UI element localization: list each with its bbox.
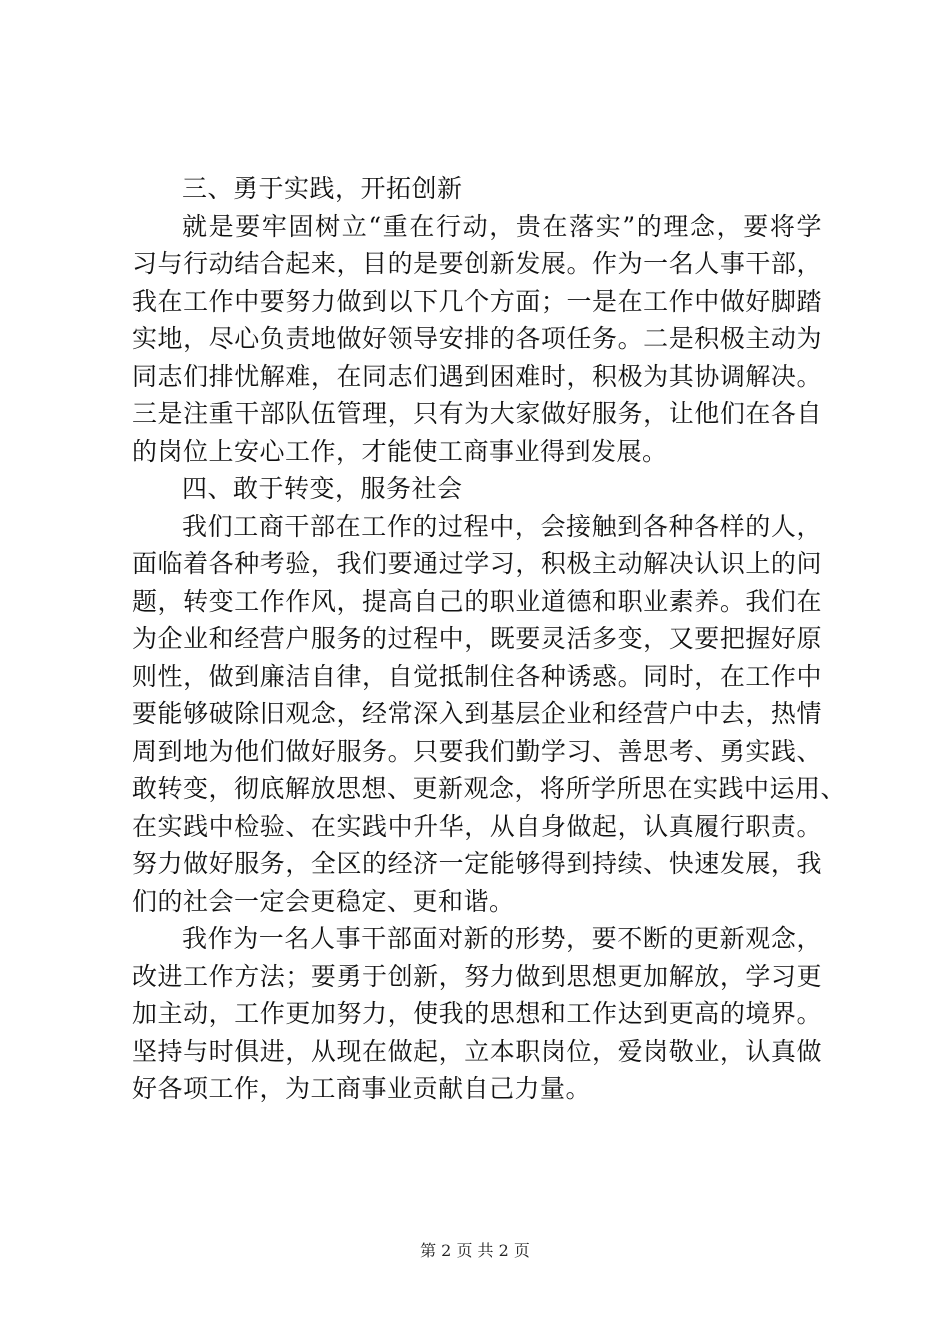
text-line: 三、勇于实践，开拓创新 xyxy=(182,174,463,203)
text-line: 四、敢于转变，服务社会 xyxy=(182,474,463,503)
text-line: 则性，做到廉洁自律，自觉抵制住各种诱惑。同时，在工作中 xyxy=(132,661,822,691)
text-line: 周到地为他们做好服务。只要我们勤学习、善思考、勇实践、 xyxy=(132,736,822,766)
text-line: 实地，尽心负责地做好领导安排的各项任务。二是积极主动为 xyxy=(132,324,822,353)
text-line: 我们工商干部在工作的过程中，会接触到各种各样的人， xyxy=(182,511,822,541)
text-line: 好各项工作，为工商事业贡献自己力量。 xyxy=(132,1074,592,1103)
text-line: 改进工作方法；要勇于创新，努力做到思想更加解放，学习更 xyxy=(132,961,822,991)
text-line: 我作为一名人事干部面对新的形势，要不断的更新观念， xyxy=(182,924,822,953)
text-line: 就是要牢固树立“重在行动，贵在落实”的理念，要将学 xyxy=(182,211,822,241)
text-line: 加主动，工作更加努力，使我的思想和工作达到更高的境界。 xyxy=(132,999,822,1028)
text-line: 敢转变，彻底解放思想、更新观念，将所学所思在实践中运用、 xyxy=(132,774,847,803)
text-line: 习与行动结合起来，目的是要创新发展。作为一名人事干部， xyxy=(132,249,822,278)
document-body xyxy=(132,170,847,1108)
text-line: 的岗位上安心工作，才能使工商事业得到发展。 xyxy=(132,436,668,466)
text-line: 面临着各种考验，我们要通过学习，积极主动解决认识上的问 xyxy=(132,549,822,578)
text-line: 们的社会一定会更稳定、更和谐。 xyxy=(132,886,515,916)
page-footer: 第 2 页 共 2 页 xyxy=(420,1241,530,1260)
text-line: 三是注重干部队伍管理，只有为大家做好服务，让他们在各自 xyxy=(132,399,822,428)
text-line: 努力做好服务，全区的经济一定能够得到持续、快速发展，我 xyxy=(132,849,822,878)
text-line: 坚持与时俱进，从现在做起，立本职岗位，爱岗敬业，认真做 xyxy=(132,1036,822,1066)
text-line: 我在工作中要努力做到以下几个方面；一是在工作中做好脚踏 xyxy=(132,286,822,316)
text-line: 同志们排忧解难，在同志们遇到困难时，积极为其协调解决。 xyxy=(132,361,822,391)
text-line: 题，转变工作作风，提高自己的职业道德和职业素养。我们在 xyxy=(132,586,822,616)
text-line: 在实践中检验、在实践中升华，从自身做起，认真履行职责。 xyxy=(132,811,822,841)
text-line: 为企业和经营户服务的过程中，既要灵活多变，又要把握好原 xyxy=(132,624,822,653)
text-line: 要能够破除旧观念，经常深入到基层企业和经营户中去，热情 xyxy=(132,699,822,728)
